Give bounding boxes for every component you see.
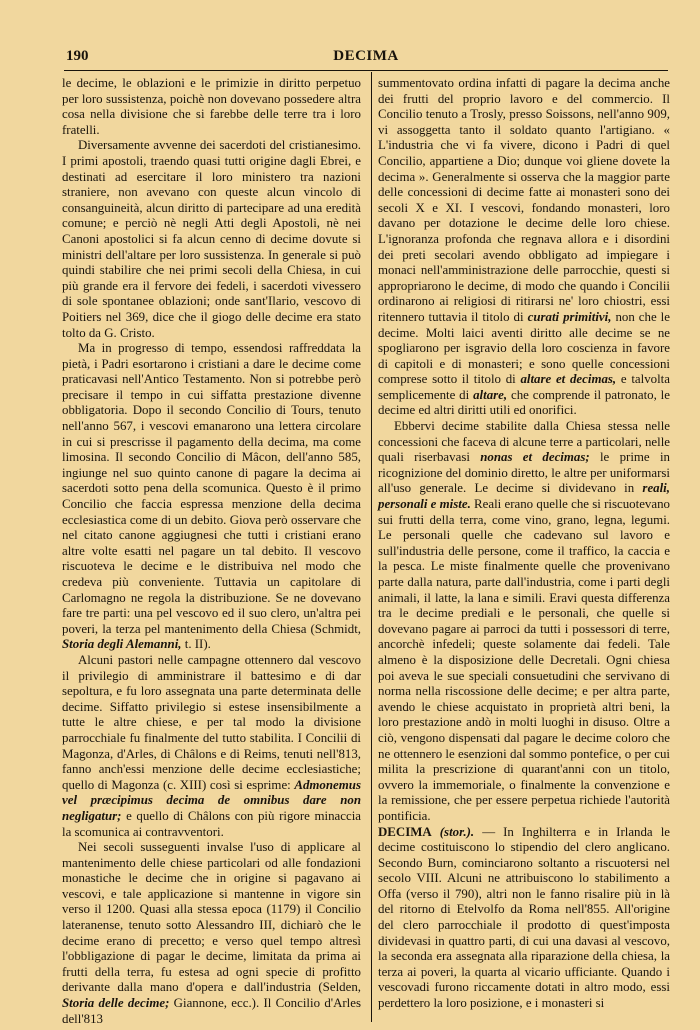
page-header: [66, 48, 666, 68]
column-divider: [371, 72, 372, 1022]
page-number: 190: [66, 48, 89, 64]
entry-heading: DECIMA: [378, 824, 432, 839]
paragraph: Diversamente avvenne dei sacerdoti del cristianesimo. I primi apostoli, traendo quasi tutti origine dagli Ebrei, e destinati ad esercitare il loro ministero tra nazioni straniere, non avevano con queste alcun vincolo di consanguineità, alcun diritto di partecipare ad una eredità comune; e perciò nè negli Atti degli Apostoli, nè nei Canoni apostolici si fa alcun cenno di decime dovute si ministri dell'altare per loro sussistenza. In generale si può quindi stabilire che nei primi secoli della Chiesa, in cui più grande era il fervore dei fedeli, i sacerdoti vivessero di sole spontanee oblazioni; onde sant'Ilario, vescovo di Poitiers nel 369, dice che il giogo delle decime era stato tolto da G. Cristo.: [62, 138, 361, 340]
latin-quote: Admonemus vel præcipimus decima de omnibus dare non negligatur;: [62, 777, 361, 823]
header-rule: [64, 70, 668, 71]
paragraph: summentovato ordina infatti di pagare la decima anche dei frutti del proprio lavoro e del commercio. Il Concilio tenuto a Trosly, presso Soissons, nell'anno 909, vi assoggetta tanto il soldato quanto l'artigiano. « L'industria che vi fa vivere, dicono i Padri di quel Concilio, appartiene a Dio; dunque voi gliene dovete la decima ». Generalmente si osserva che la maggior parte delle concessioni di decime fatte ai monasteri sono dei secoli X e XI. I vescovi, fondando monasteri, loro davano per dotazione le decime delle loro chiese. L'ignoranza profonda che regnava allora e i disordini dei preti secolari avendo obbligato ad impiegare i monaci nell'amministrazione delle parrocchie, questi si appropriarono le decime, di modo che quando i Concilii ordinarono ai religiosi di ritirarsi ne' loro chiostri, essi ritennero tuttavia il titolo di curati primitivi, non che le decime. Molti laici aventi diritto alle decime se ne spogliarono per isgravio della loro coscienza in favore di capitoli e di monasteri; e sono quelle concessioni comprese sotto il titolo di altare et decimas, e talvolta semplicemente di altare, che comprende il patronato, le decime ed altri diritti utili ed onorifici.: [378, 76, 670, 418]
entry-paragraph: DECIMA (stor.). — In Inghilterra e in Irlanda le decime costituiscono lo stipendio del clero anglicano. Secondo Burn, cominciarono soltanto a riscuotersi nel secolo VIII. Alcuni ne attribuiscono lo stabilimento a Offa (verso il 790), altri non le fanno risalire più in là del ritorno di Etelvolfo da Roma nell'855. All'origine del clero parrocchiale il prodotto di quest'imposta dividevasi in quattro parti, di cui una davasi al vescovo, la seconda era assegnata alla riparazione della chiesa, la terza ai poveri, la quarta al vicario ufficiante. Quando i vescovadi furono riccamente dotati in altro modo, essi perdettero la loro posizione, e i monasteri si: [378, 824, 670, 1011]
citation-title: Storia delle decime;: [62, 996, 170, 1011]
paragraph: Alcuni pastori nelle campagne ottennero dal vescovo il privilegio di amministrare il battesimo e di dar sepoltura, e fu loro assegnata una parte determinata delle decime. Siffatto privilegio si estese insensibilmente a tutte le altre chiese, e per tal modo la divisione parrocchiale fu finalmente del tutto stabilita. I Concilii di Magonza, d'Arles, di Châlons e di Reims, tenuti nell'813, fanno anch'essi menzione delle decime ecclesiastiche; quello di Magonza (c. XIII) così si esprime: Admonemus vel præcipimus decima de omnibus dare non negligatur; e quello di Châlons con più rigore minaccia la scomunica ai contravventori.: [62, 652, 361, 839]
entry-qualifier: (stor.).: [439, 824, 475, 839]
paragraph: Nei secoli susseguenti invalse l'uso di applicare al mantenimento delle chiese particolari od alle fondazioni monastiche le decime che in origine si pagavano ai vescovi, e tale applicazione si mantenne in vigore sin verso il 1200. Quasi alla stessa epoca (1179) il Concilio lateranense, tenuto sotto Alessandro III, dichiarò che le decime erano di precetto; e verso quel tempo altresì l'obbligazione di pagar le decime, limitata da prima ai frutti della terra, fu estesa ad ogni specie di profitto derivante dalla mano d'opera e dall'industria (Selden, Storia delle decime; Giannone, ecc.). Il Concilio d'Arles dell'813: [62, 840, 362, 1026]
paragraph: le decime, le oblazioni e le primizie in diritto perpetuo per loro sussistenza, poichè non dovevano possedere altra cosa nella divisione che si farebbe delle terre tra i loro fratelli.: [62, 76, 361, 137]
left-column: [62, 76, 361, 1027]
right-column: [378, 76, 670, 1012]
paragraph: Ma in progresso di tempo, essendosi raffreddata la pietà, i Padri esortarono i cristiani a dare le decime come praticavasi nell'Antico Testamento. Non si potrebbe però precisare il tempo in cui siffatta prestazione divenne obbligatoria. Dopo il secondo Concilio di Tours, tenuto nell'anno 567, i vescovi emanarono una lettera circolare in cui si prescrisse il pagamento della decima, ma come limosina. Il secondo Concilio di Mâcon, dell'anno 585, ingiunge nel suo quinto canone di pagare la decima ai sacerdoti sotto pena della scomunica. Questo è il primo Concilio che faccia espressa menzione della decima ecclesiastica come di un debito. Giova però osservare che nel citato canone aggiugnesi che tutti i cristiani erano altre volte esatti nel pagare un tal debito. Il vescovo riscuoteva le decime e le distribuiva nel modo che credeva più conveniente. Tuttavia un capitolare di Carlomagno ne regola la distribuzione. Se ne dovevano fare tre parti: una pel vescovo ed il suo clero, un'altra pei poveri, la terza pel mantenimento della Chiesa (Schmidt, Storia degli Alemanni, t. II).: [62, 341, 361, 652]
running-title: DECIMA: [333, 48, 399, 64]
citation-title: Storia degli Alemanni,: [62, 637, 182, 652]
paragraph: Ebbervi decime stabilite dalla Chiesa stessa nelle concessioni che faceva di alcune terre a particolari, nelle quali riserbavasi nonas et decimas; le prime in ricognizione del dominio diretto, le altre per uniformarsi all'uso generale. Le decime si dividevano in reali, personali e miste. Reali erano quelle che si riscuotevano sui frutti della terra, come vino, grano, legna, legumi. Le personali quelle che cadevano sul lavoro e sull'industria delle persone, come il traffico, la caccia e la pesca. Le miste finalmente quelle che provenivano parte dalla natura, parte dall'industria, come i parti degli animali, il latte, la lana e simili. Eravi questa differenza tra le decime prediali e le personali, che quelle si dovevano pagare ai parroci da tutti i possessori di terre, ancorchè infedeli; queste solamente dai fedeli. Tale almeno è la disposizione delle Decretali. Ogni chiesa poi aveva le sue speciali consuetudini che servivano di norma nella riscossione delle decime; e per altra parte, avendo le chiese acquistato in proprietà altri beni, la loro prestazione andò in molti luoghi in disuso. Oltre a ciò, vengono dispensati dal pagare le decime coloro che ne ottennero le esenzioni dal sommo pontefice, o per cui milita la prescrizione di quarant'anni con un titolo, ovvero la immemoriale, o finalmente la convenzione e la remissione, che per essere perpetua richiede l'autorità pontificia.: [378, 419, 670, 823]
